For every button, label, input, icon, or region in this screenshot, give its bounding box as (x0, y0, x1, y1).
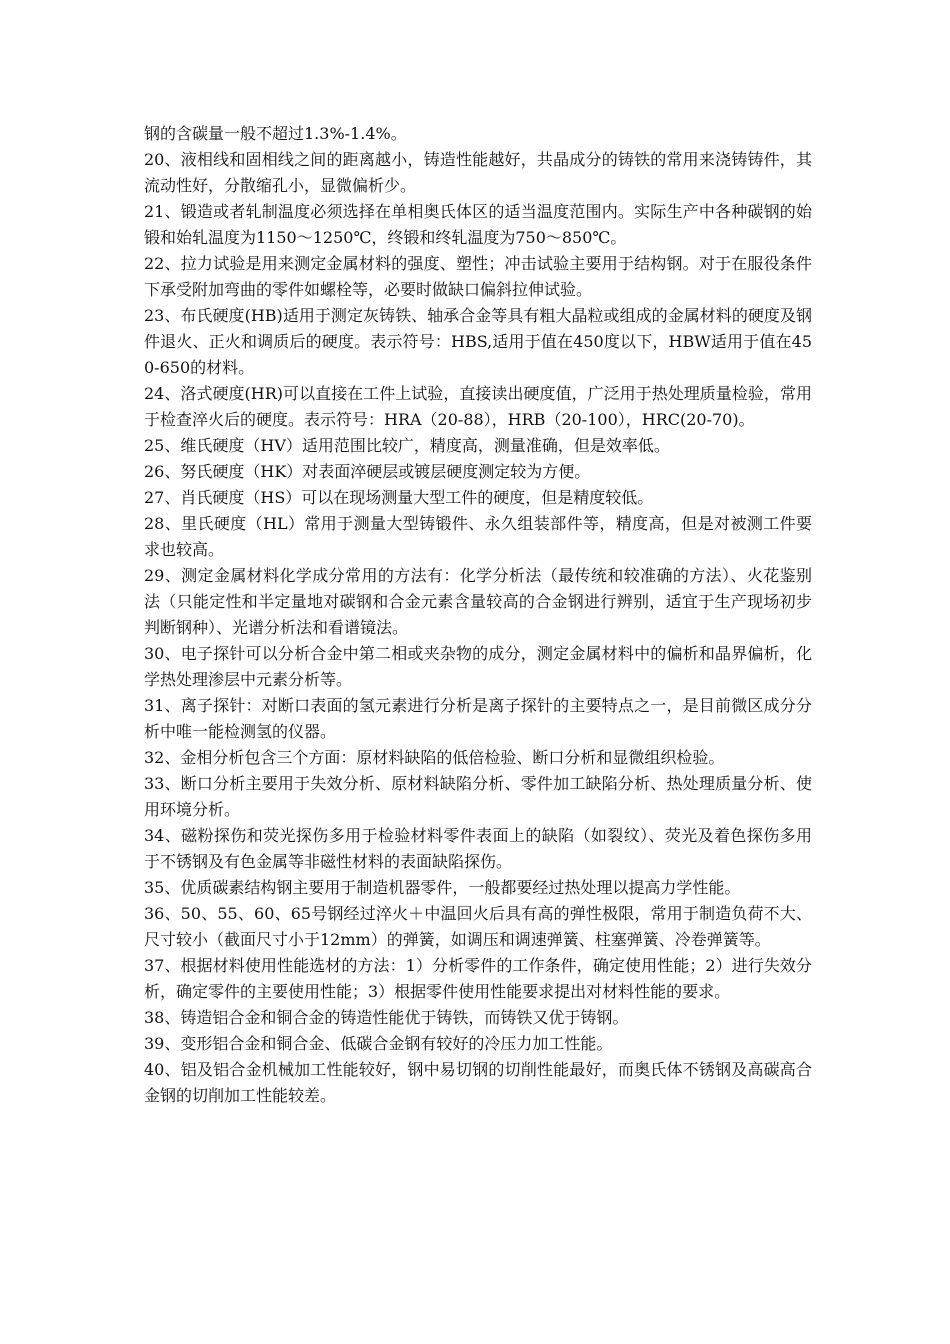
paragraph-carbon-content: 钢的含碳量一般不超过1.3%-1.4%。 (144, 124, 407, 143)
paragraph-37: 37、根据材料使用性能选材的方法：1）分析零件的工作条件，确定使用性能；2）进行失效分析，确定零件的主要使用性能；3）根据零件使用性能要求提出对材料性能的要求。 (144, 956, 812, 1001)
paragraph-35: 35、优质碳素结构钢主要用于制造机器零件，一般都要经过热处理以提高力学性能。 (144, 878, 741, 897)
document-page (144, 121, 812, 1109)
paragraph-26: 26、努氏硬度（HK）对表面淬硬层或镀层硬度测定较为方便。 (144, 462, 591, 481)
paragraph-27: 27、肖氏硬度（HS）可以在现场测量大型工件的硬度，但是精度较低。 (144, 488, 654, 507)
paragraph-28: 28、里氏硬度（HL）常用于测量大型铸锻件、永久组装部件等，精度高，但是对被测工件要求也较高。 (144, 514, 812, 559)
paragraph-29: 29、测定金属材料化学成分常用的方法有：化学分析法（最传统和较准确的方法）、火花鉴别法（只能定性和半定量地对碳钢和合金元素含量较高的合金钢进行辨别，适宜于生产现场初步判断钢种）、光谱分析法和看谱镜法。 (144, 566, 812, 637)
paragraph-30: 30、电子探针可以分析合金中第二相或夹杂物的成分，测定金属材料中的偏析和晶界偏析，化学热处理渗层中元素分析等。 (144, 644, 812, 689)
paragraph-39: 39、变形铝合金和铜合金、低碳合金钢有较好的冷压力加工性能。 (144, 1034, 613, 1053)
paragraph-36: 36、50、55、60、65号钢经过淬火＋中温回火后具有高的弹性极限，常用于制造负荷不大、尺寸较小（截面尺寸小于12mm）的弹簧，如调压和调速弹簧、柱塞弹簧、冷卷弹簧等。 (144, 904, 812, 949)
paragraph-31: 31、离子探针：对断口表面的氢元素进行分析是离子探针的主要特点之一，是目前微区成分分析中唯一能检测氢的仪器。 (144, 696, 812, 741)
paragraph-32: 32、金相分析包含三个方面：原材料缺陷的低倍检验、断口分析和显微组织检验。 (144, 748, 725, 767)
paragraph-20: 20、液相线和固相线之间的距离越小，铸造性能越好，共晶成分的铸铁的常用来浇铸铸件，其流动性好，分散缩孔小，显微偏析少。 (144, 150, 812, 195)
paragraph-38: 38、铸造铝合金和铜合金的铸造性能优于铸铁，而铸铁又优于铸钢。 (144, 1008, 629, 1027)
paragraph-33: 33、断口分析主要用于失效分析、原材料缺陷分析、零件加工缺陷分析、热处理质量分析、使用环境分析。 (144, 774, 812, 819)
paragraph-22: 22、拉力试验是用来测定金属材料的强度、塑性；冲击试验主要用于结构钢。对于在服役条件下承受附加弯曲的零件如螺栓等，必要时做缺口偏斜拉伸试验。 (144, 254, 812, 299)
paragraph-23: 23、布氏硬度(HB)适用于测定灰铸铁、轴承合金等具有粗大晶粒或组成的金属材料的硬度及钢件退火、正火和调质后的硬度。表示符号：HBS,适用于值在450度以下，HBW适用于值在450-650的材料。 (144, 306, 812, 377)
paragraph-34: 34、磁粉探伤和荧光探伤多用于检验材料零件表面上的缺陷（如裂纹）、荧光及着色探伤多用于不锈钢及有色金属等非磁性材料的表面缺陷探伤。 (144, 826, 812, 871)
paragraph-21: 21、锻造或者轧制温度必须选择在单相奥氏体区的适当温度范围内。实际生产中各种碳钢的始锻和始轧温度为1150～1250℃，终锻和终轧温度为750～850℃。 (144, 202, 812, 247)
paragraph-40: 40、铝及铝合金机械加工性能较好，钢中易切钢的切削性能最好，而奥氏体不锈钢及高碳高合金钢的切削加工性能较差。 (144, 1060, 812, 1105)
paragraph-24: 24、洛式硬度(HR)可以直接在工件上试验，直接读出硬度值，广泛用于热处理质量检验，常用于检查淬火后的硬度。表示符号：HRA（20-88），HRB（20-100），HRC(20-70)。 (144, 384, 812, 429)
paragraph-25: 25、维氏硬度（HV）适用范围比较广，精度高，测量准确，但是效率低。 (144, 436, 670, 455)
